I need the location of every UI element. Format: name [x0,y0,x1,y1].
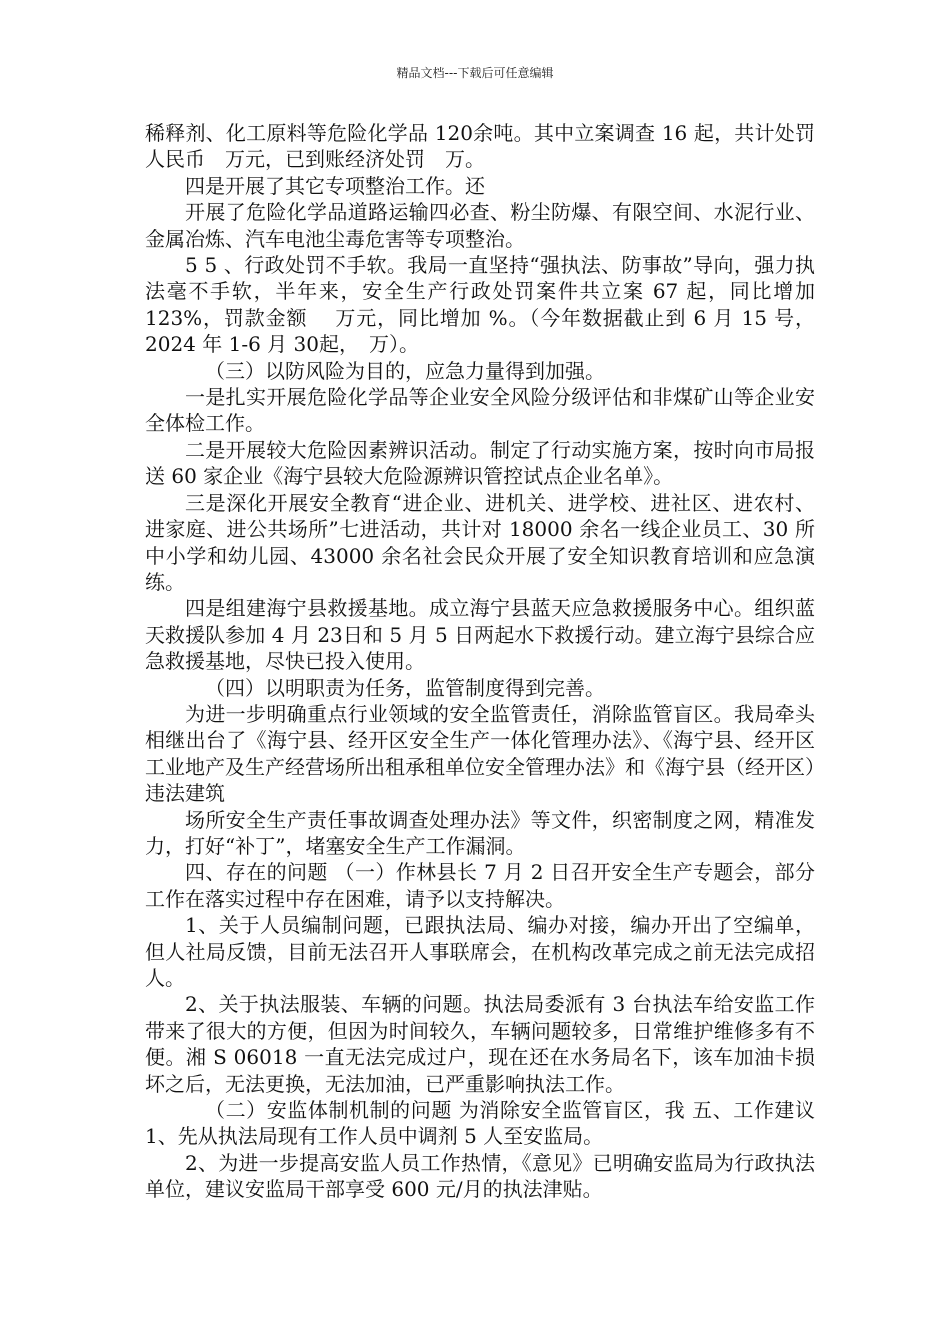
paragraph: 1、关于人员编制问题，已跟执法局、编办对接，编办开出了空编单，但人社局反馈，目前无法召开人事联席会，在机构改革完成之前无法完成招人。 [145,913,815,990]
page-header: 精品文档---下载后可任意编辑 [396,66,554,80]
paragraph: 5 5 、行政处罚不手软。我局一直坚持“强执法、防事故”导向，强力执法毫不手软，半年来，安全生产行政处罚案件共立案 67 起，同比增加 123%，罚款金额 万元，同比增加 %。（今年数据截止到 6 月 15 号，2024 年 1-6 月 30起， 万）。 [145,253,815,357]
paragraph: 四是开展了其它专项整治工作。还 [185,173,485,198]
paragraph: 一是扎实开展危险化学品等企业安全风险分级评估和非煤矿山等企业安全体检工作。 [145,385,815,436]
paragraph: 四是组建海宁县救援基地。成立海宁县蓝天应急救援服务中心。组织蓝天救援队参加 4 月 23日和 5 月 5 日两起水下救援行动。建立海宁县综合应急救援基地，尽快已投入使用。 [145,596,815,674]
section-heading: （三）以防风险为目的，应急力量得到加强。 [205,358,605,383]
paragraph: 场所安全生产责任事故调查处理办法》等文件，织密制度之网，精准发力，打好“补丁”，堵塞安全生产工作漏洞。 [145,807,815,858]
paragraph: 2、关于执法服装、车辆的问题。执法局委派有 3 台执法车给安监工作带来了很大的方便，但因为时间较久，车辆问题较多，日常维护维修多有不便。湘 S 06018 一直无法完成过户，现在还在水务局名下，该车加油卡损坏之后，无法更换，无法加油，已严重影响执法工作。 [145,992,815,1096]
paragraph: 2、为进一步提高安监人员工作热情，《意见》已明确安监局为行政执法单位，建议安监局干部享受 600 元/月的执法津贴。 [145,1150,815,1202]
section-heading: （二）安监体制机制的问题 为消除安全监管盲区，我 五、工作建议 1、先从执法局现有工作人员中调剂 5 人至安监局。 [145,1098,815,1149]
document-body [145,120,815,1203]
paragraph: 四、存在的问题 （一）作林县长 7 月 2 日召开安全生产专题会，部分工作在落实过程中存在困难，请予以支持解决。 [145,860,815,911]
section-heading: （四）以明职责为任务，监管制度得到完善。 [205,675,605,700]
paragraph: 开展了危险化学品道路运输四必查、粉尘防爆、有限空间、水泥行业、金属冶炼、汽车电池尘毒危害等专项整治。 [145,200,815,251]
paragraph: 三是深化开展安全教育“进企业、进机关、进学校、进社区、进农村、进家庭、进公共场所”七进活动，共计对 18000 余名一线企业员工、30 所中小学和幼儿园、43000 余名社会民众开展了安全知识教育培训和应急演练。 [145,490,815,594]
paragraph: 为进一步明确重点行业领域的安全监管责任，消除监管盲区。我局牵头相继出台了《海宁县、经开区安全生产一体化管理办法》、《海宁县、经开区工业地产及生产经营场所出租承租单位安全管理办法》和《海宁县（经开区）违法建筑 [145,701,815,806]
paragraph: 二是开展较大危险因素辨识活动。制定了行动实施方案，按时向市局报送 60 家企业《海宁县较大危险源辨识管控试点企业名单》。 [145,437,815,489]
paragraph: 稀释剂、化工原料等危险化学品 120余吨。其中立案调查 16 起，共计处罚人民币 万元，已到账经济处罚 万。 [145,121,815,172]
